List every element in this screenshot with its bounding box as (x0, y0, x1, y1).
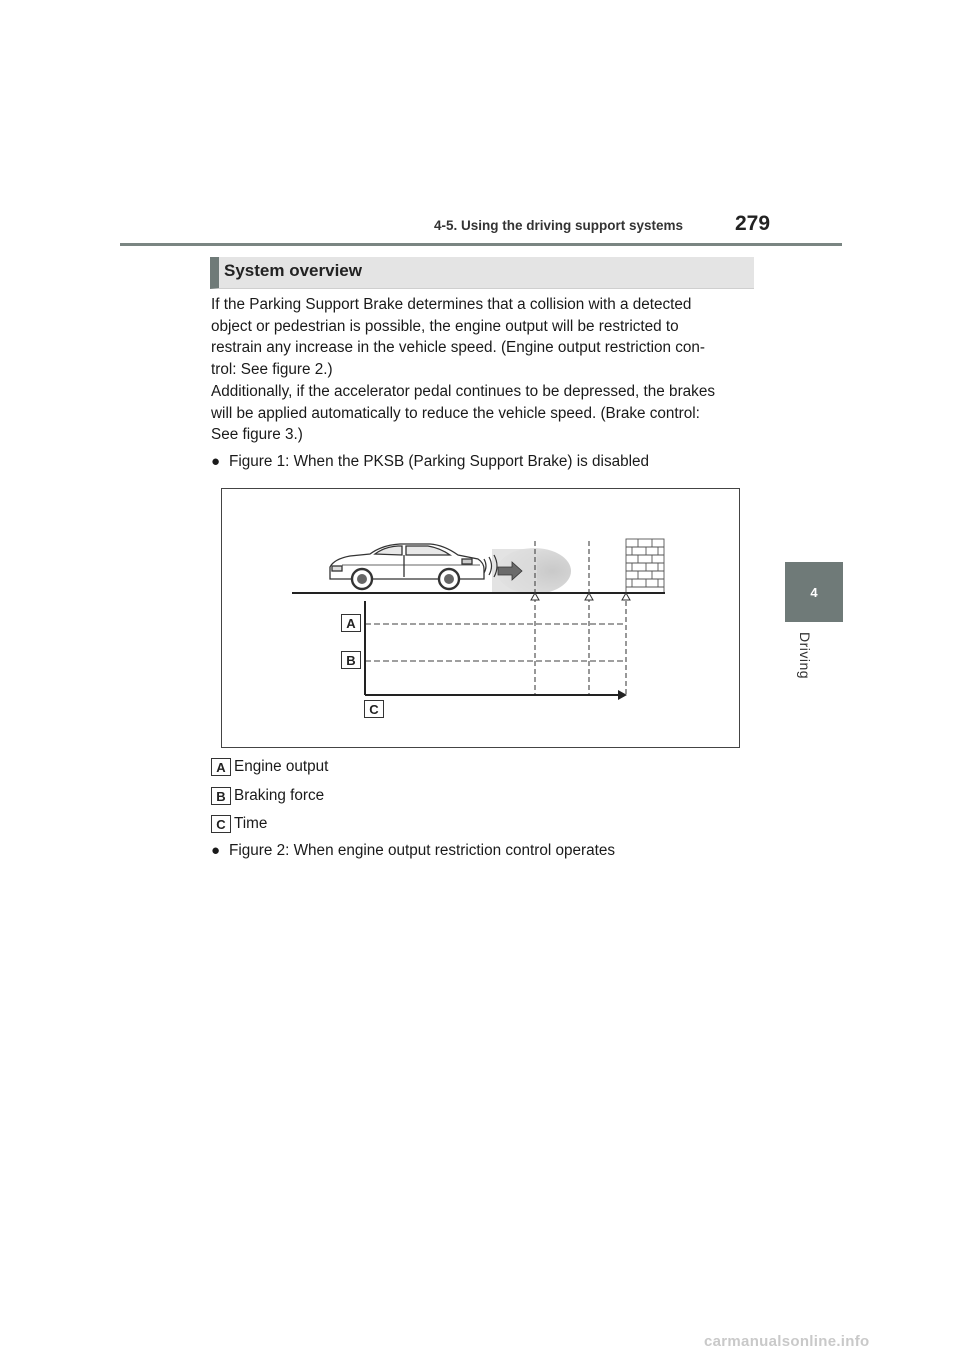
section-heading-text: System overview (224, 261, 362, 280)
page-number: 279 (735, 212, 771, 235)
legend-text: Braking force (234, 787, 325, 804)
watermark: carmanualsonline.info (704, 1333, 870, 1350)
brick-wall-icon (626, 539, 664, 593)
figure-1-frame (221, 488, 740, 748)
bullet-icon: ● (211, 453, 221, 470)
figure-label-c: C (364, 700, 384, 718)
legend-time (211, 814, 267, 834)
overview-paragraph (211, 294, 751, 446)
event-marker-icon (531, 593, 539, 600)
bullet-icon: ● (211, 842, 221, 859)
legend-braking-force (211, 786, 324, 806)
bullet-text: Figure 1: When the PKSB (Parking Support Brake) is disabled (229, 453, 650, 470)
section-header: 4-5. Using the driving support systems (434, 218, 684, 233)
paragraph-line: will be applied automatically to reduce the vehicle speed. (Brake control: (211, 404, 700, 422)
header-rule (120, 243, 842, 246)
figure-1-illustration (222, 489, 741, 749)
paragraph-line: See figure 3.) (211, 426, 303, 444)
paragraph-line: object or pedestrian is possible, the engine output will be restricted to (211, 317, 679, 335)
legend-key: C (211, 815, 231, 833)
figure-label-b: B (341, 651, 361, 669)
figure-label-a: A (341, 614, 361, 632)
paragraph-line: restrain any increase in the vehicle speed. (Engine output restriction con- (211, 339, 706, 357)
legend-text: Engine output (234, 758, 329, 775)
section-heading (210, 257, 754, 289)
legend-key: A (211, 758, 231, 776)
bullet-figure-1 (211, 453, 649, 471)
event-marker-icon (622, 593, 630, 600)
paragraph-line: If the Parking Support Brake determines that a collision with a detected (211, 296, 692, 313)
legend-text: Time (234, 815, 268, 832)
bullet-figure-2 (211, 842, 615, 860)
chapter-number: 4 (810, 584, 818, 600)
legend-engine-output (211, 757, 328, 777)
event-marker-icon (585, 593, 593, 600)
car-icon (330, 544, 484, 589)
paragraph-line: trol: See figure 2.) (211, 361, 333, 379)
bullet-text: Figure 2: When engine output restriction control operates (229, 842, 616, 859)
chapter-label: Driving (797, 632, 813, 680)
chapter-tab[interactable] (785, 562, 843, 622)
legend-key: B (211, 787, 231, 805)
paragraph-line: Additionally, if the accelerator pedal continues to be depressed, the brakes (211, 382, 715, 400)
